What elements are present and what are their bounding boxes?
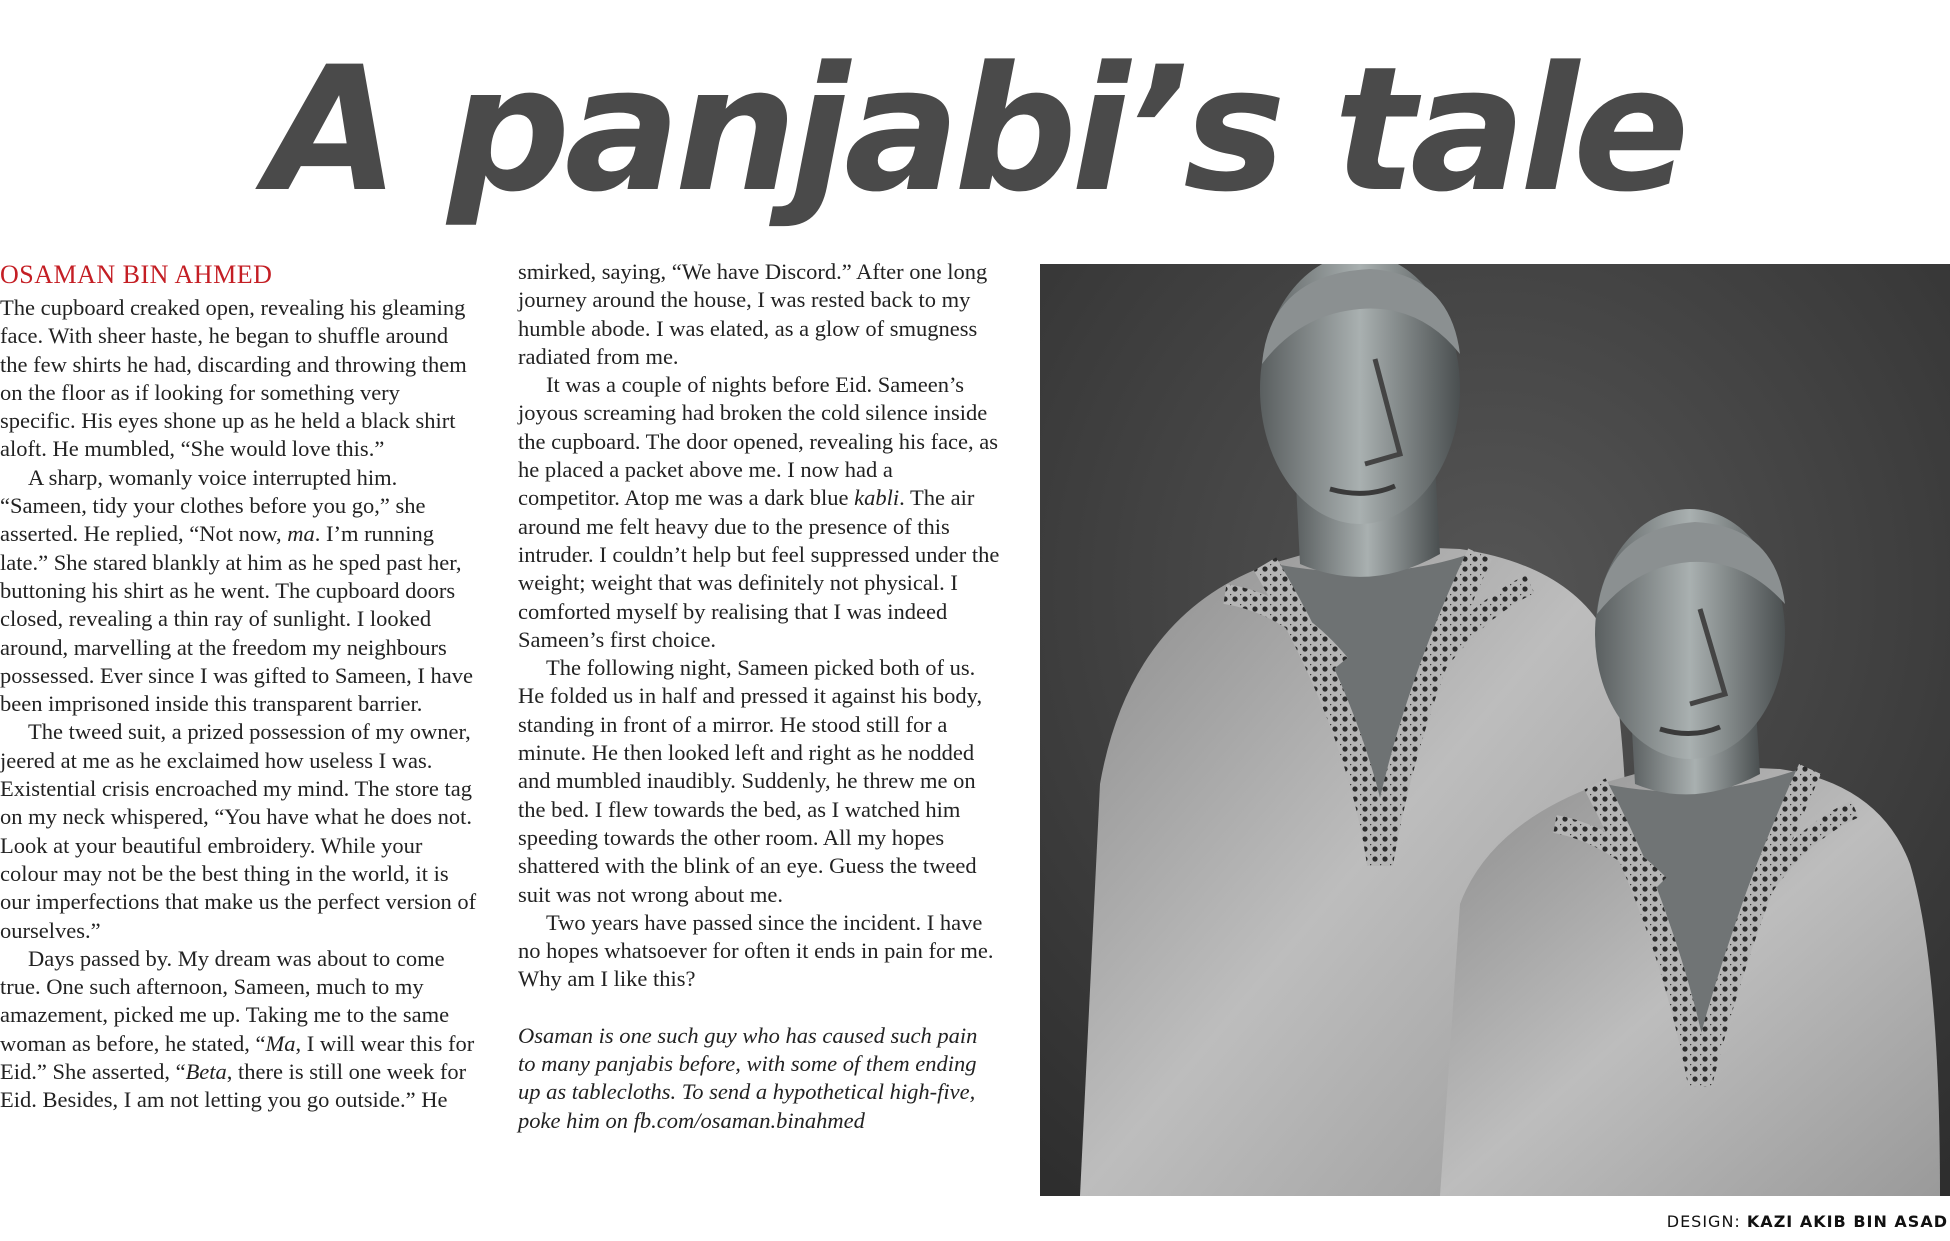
- paragraph: The cupboard creaked open, revealing his gleaming face. With sheer haste, he began to shuffle around the few shirts he had, discarding and throwing them on the floor as if looking for something very specific. His eyes shone up as he held a black shirt aloft. He mumbled, “She would love this.”: [0, 295, 467, 462]
- paragraph: The following night, Sameen picked both of us. He folded us in half and pressed it against his body, standing in front of a mirror. He stood still for a minute. He then looked left and right as he nodded and mumbled inaudibly. Suddenly, he threw me on the bed. I flew towards the bed, as I watched him speeding towards the other room. All my hopes shattered with the blink of an eye. Guess the tweed suit was not wrong about me.: [518, 655, 983, 907]
- author-bio: Osaman is one such guy who has caused such pain to many panjabis before, with some of them ending up as tablecloths. To send a hypothetical high-five, poke him on fb.com/osaman.binahmed: [518, 1022, 978, 1133]
- paragraph: Two years have passed since the incident. I have no hopes whatsoever for often it ends in pain for me. Why am I like this?: [518, 909, 994, 992]
- paragraph: smirked, saying, “We have Discord.” After one long journey around the house, I was rested back to my humble abode. I was elated, as a glow of smugness radiated from me.: [518, 259, 988, 369]
- paragraph: Days passed by. My dream was about to come true. One such afternoon, Sameen, much to my amazement, picked me up. Taking me to the same woman as before, he stated, “Ma, I will wear this for Eid.” She asserted, “Beta, there is still one week for Eid. Besides, I am not letting you go outside.” He: [0, 945, 475, 1113]
- design-credit: [1667, 1212, 1948, 1231]
- paragraph: It was a couple of nights before Eid. Sameen’s joyous screaming had broken the cold silence inside the cupboard. The door opened, revealing his face, as he placed a packet above me. I now had a competitor. Atop me was a dark blue kabli. The air around me felt heavy due to the presence of this intruder. I couldn’t help but feel suppressed under the weight; weight that was definitely not physical. I comforted myself by realising that I was indeed Sameen’s first choice.: [518, 372, 1000, 652]
- credit-name: KAZI AKIB BIN ASAD: [1746, 1212, 1948, 1231]
- mannequins-illustration: [1040, 264, 1950, 1196]
- article-photo: [1040, 264, 1950, 1196]
- article-column-1: [0, 258, 480, 1115]
- headline: A panjabi’s tale: [266, 29, 1684, 230]
- article-column-2: [518, 258, 1000, 1135]
- paragraph: The tweed suit, a prized possession of my owner, jeered at me as he exclaimed how useless I was. Existential crisis encroached my mind. The store tag on my neck whispered, “You have what he does not. Look at your beautiful embroidery. While your colour may not be the best thing in the world, it is our imperfections that make us the perfect version of ourselves.”: [0, 719, 477, 943]
- paragraph: A sharp, womanly voice interrupted him. “Sameen, tidy your clothes before you go,” she asserted. He replied, “Not now, ma. I’m running late.” She stared blankly at him as he sped past her, buttoning his shirt as he went. The cupboard doors closed, revealing a thin ray of sunlight. I looked around, marvelling at the freedom my neighbours possessed. Ever since I was gifted to Sameen, I have been imprisoned inside this transparent barrier.: [0, 464, 473, 717]
- credit-label: DESIGN:: [1666, 1212, 1741, 1231]
- author-byline: OSAMAN BIN AHMED: [0, 260, 273, 289]
